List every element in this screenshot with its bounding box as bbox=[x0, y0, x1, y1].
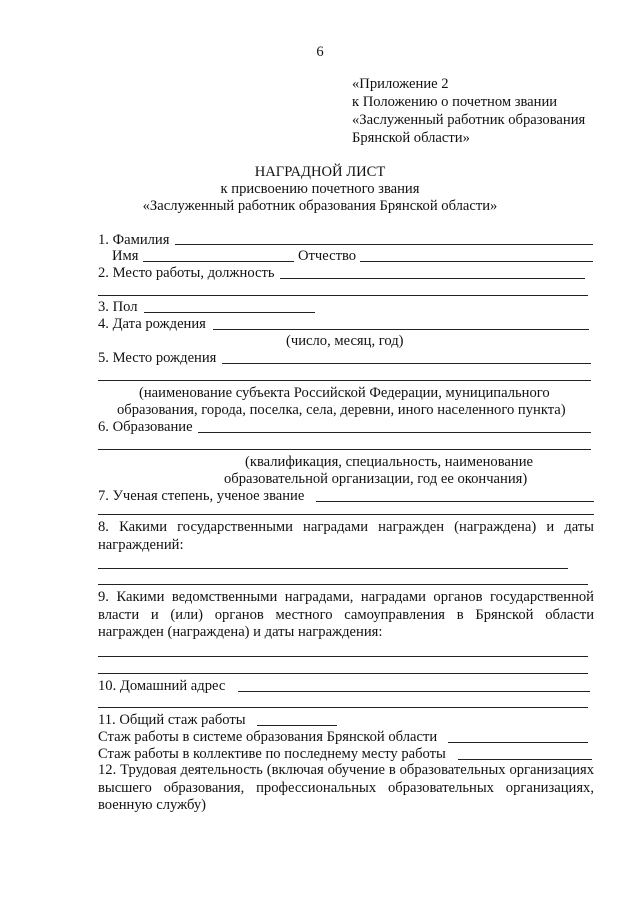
address-field[interactable] bbox=[238, 691, 590, 692]
departmental-awards-label: 9. Какими ведомственными наградами, наградами органов государственной власти и (или) органов местного самоуправления в Брянской области награжден (награждена) и даты награждения: bbox=[98, 589, 594, 640]
labor-activity-label: 12. Трудовая деятельность (включая обучение в образовательных организациях высшего образования, профессиональных образовательных организациях, военную службу) bbox=[98, 762, 594, 813]
annex-line-4: Брянской области» bbox=[352, 130, 470, 146]
name-field[interactable] bbox=[143, 261, 294, 262]
page-number: 6 bbox=[316, 44, 324, 60]
workplace-field-line-2[interactable] bbox=[98, 295, 588, 296]
state-awards-label: 8. Какими государственными наградами награжден (награждена) и даты награждений: bbox=[98, 519, 594, 553]
document-title: НАГРАДНОЙ ЛИСТ bbox=[254, 164, 386, 180]
birthplace-hint-1: (наименование субъекта Российской Федерации, муниципального bbox=[139, 385, 550, 401]
annex-line-1: «Приложение 2 bbox=[352, 76, 449, 92]
education-label: 6. Образование bbox=[98, 419, 193, 435]
education-hint-1: (квалификация, специальность, наименование bbox=[245, 454, 533, 470]
education-field-line-2[interactable] bbox=[98, 449, 591, 450]
surname-field[interactable] bbox=[175, 244, 593, 245]
address-label: 10. Домашний адрес bbox=[98, 678, 226, 694]
birthplace-hint-2: образования, города, поселка, села, деревни, иного населенного пункта) bbox=[117, 402, 566, 418]
departmental-awards-field[interactable] bbox=[98, 656, 588, 657]
degree-label: 7. Ученая степень, ученое звание bbox=[98, 488, 305, 504]
workplace-label: 2. Место работы, должность bbox=[98, 265, 275, 281]
state-awards-field[interactable] bbox=[98, 568, 568, 569]
total-experience-field[interactable] bbox=[257, 725, 337, 726]
annex-line-2: к Положению о почетном звании bbox=[352, 94, 558, 110]
birthdate-field[interactable] bbox=[213, 329, 589, 330]
name-label: Имя bbox=[112, 248, 139, 264]
total-experience-label: 11. Общий стаж работы bbox=[98, 712, 246, 728]
team-experience-field[interactable] bbox=[458, 759, 592, 760]
birthdate-hint: (число, месяц, год) bbox=[286, 333, 404, 349]
degree-field-line-2[interactable] bbox=[98, 514, 594, 515]
birthplace-label: 5. Место рождения bbox=[98, 350, 217, 366]
departmental-awards-field-line-2[interactable] bbox=[98, 673, 588, 674]
education-hint-2: образовательной организации, год ее окончания) bbox=[224, 471, 528, 487]
workplace-field[interactable] bbox=[280, 278, 585, 279]
surname-label: 1. Фамилия bbox=[98, 232, 170, 248]
annex-line-3: «Заслуженный работник образования bbox=[352, 112, 586, 128]
sex-field[interactable] bbox=[144, 312, 315, 313]
address-field-line-2[interactable] bbox=[98, 707, 588, 708]
edu-experience-label: Стаж работы в системе образования Брянской области bbox=[98, 729, 438, 745]
patronymic-label: Отчество bbox=[298, 248, 357, 264]
degree-field[interactable] bbox=[316, 501, 594, 502]
document-subtitle-2: «Заслуженный работник образования Брянской области» bbox=[142, 198, 498, 214]
birthplace-field[interactable] bbox=[222, 363, 591, 364]
team-experience-label: Стаж работы в коллективе по последнему месту работы bbox=[98, 746, 446, 762]
patronymic-field[interactable] bbox=[360, 261, 593, 262]
sex-label: 3. Пол bbox=[98, 299, 138, 315]
edu-experience-field[interactable] bbox=[448, 742, 588, 743]
state-awards-field-line-2[interactable] bbox=[98, 584, 588, 585]
document-subtitle-1: к присвоению почетного звания bbox=[220, 181, 420, 197]
education-field[interactable] bbox=[198, 432, 591, 433]
birthplace-field-line-2[interactable] bbox=[98, 380, 591, 381]
birthdate-label: 4. Дата рождения bbox=[98, 316, 206, 332]
